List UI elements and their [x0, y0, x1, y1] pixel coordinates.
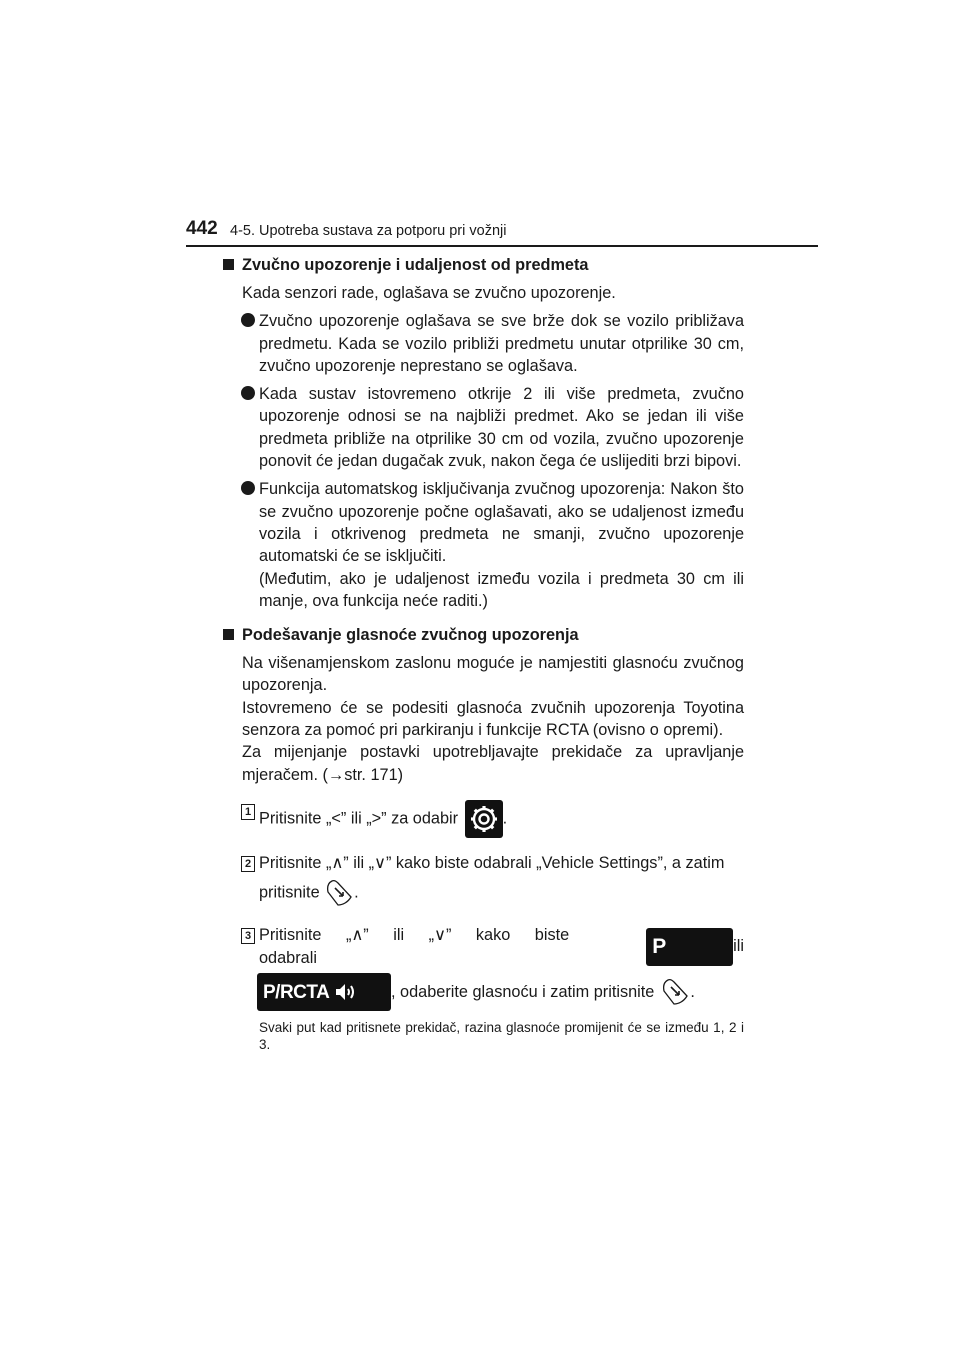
step-1 — [244, 800, 744, 838]
step-text: . — [502, 809, 508, 828]
list-item — [259, 478, 744, 567]
list-item-text: Zvučno upozorenje oglašava se sve brže dok se vozilo približava predmetu. Kada se vozilo približi predmetu unutar otprilike 30 cm, zvučno upozorenje neprestano se oglašava. — [259, 312, 744, 375]
step-text: Pritisnite „∧” ili „∨” kako biste odabrali — [259, 926, 570, 967]
step-text: pritisnite — [259, 883, 320, 902]
enter-button-icon — [324, 878, 354, 908]
list-item-text: Kada sustav istovremeno otkrije 2 ili više predmeta, zvučno upozorenje odnosi se na najbliži predmet. Ako se jedan ili više predmeta približe na otprilike 30 cm od vozila, zvučno upozorenje ponovit će jedan dugačak zvuk, nakon čega će uslijediti brzi bipovi. — [259, 385, 744, 471]
bullet-icon — [241, 481, 255, 495]
button-p-label: P — [652, 934, 666, 958]
rcta-volume-icon — [257, 973, 391, 1011]
button-rcta-label: P/RCTA — [263, 981, 330, 1003]
bullet-icon — [241, 313, 255, 327]
gear-icon — [465, 800, 503, 838]
step-text: . — [354, 883, 359, 902]
paragraph: Za mijenjanje postavki upotrebljavajte prekidače za upravljanje mjeračem. (→str. 171) — [242, 743, 744, 784]
section-heading-text: Podešavanje glasnoće zvučnog upozorenja — [242, 626, 579, 645]
list-item-note-text: (Međutim, ako je udaljenost između vozila i predmeta 30 cm ili manje, ova funkcija neće raditi.) — [259, 569, 744, 610]
step-number: 1 — [241, 804, 255, 820]
list-item — [259, 310, 744, 377]
step-text: , odaberite glasnoću i zatim pritisnite — [391, 982, 655, 1001]
step-text: Pritisnite „∧” ili „∨” kako biste odabrali „Vehicle Settings”, a zatim — [259, 853, 725, 872]
step-3 — [244, 924, 744, 1011]
section-heading-text: Zvučno upozorenje i udaljenost od predmeta — [242, 256, 589, 274]
section-heading-volume — [222, 624, 744, 646]
list-item — [259, 383, 744, 472]
bullet-icon — [241, 386, 255, 400]
step-number: 3 — [241, 928, 255, 944]
note-text: Svaki put kad pritisnete prekidač, razina glasnoće promijenit će se između 1, 2 i 3. — [259, 1019, 744, 1052]
page-content — [222, 254, 744, 1053]
parking-sensor-volume-icon — [646, 928, 733, 966]
paragraph: Istovremeno će se podesiti glasnoća zvučnih upozorenja Toyotina senzora za pomoć pri parkiranju i funkcije RCTA (ovisno o opremi). — [242, 698, 744, 740]
step-text: Pritisnite „<” ili „>” za odabir — [259, 809, 459, 828]
step-2 — [244, 852, 744, 908]
step-number: 2 — [241, 856, 255, 872]
enter-button-icon — [660, 977, 690, 1007]
page-number: 442 — [186, 218, 218, 239]
section-intro: Kada senzori rade, oglašava se zvučno upozorenje. — [242, 284, 616, 302]
list-item-note — [259, 568, 744, 613]
list-item-text: Funkcija automatskog isključivanja zvučnog upozorenja: Nakon što se zvučno upozorenje počne oglašavati, ako se udaljenost između vozila i otkrivenog predmeta ne smanji, zvučno upozorenje automatski će se isključiti. — [259, 480, 744, 566]
chapter-title: 4-5. Upotreba sustava za potporu pri vožnji — [230, 223, 507, 239]
step-text: ili — [733, 937, 744, 956]
header-rule — [186, 245, 818, 247]
section-heading-sound — [222, 254, 744, 276]
step-text: . — [690, 982, 695, 1001]
section-square-icon — [223, 629, 234, 640]
paragraph: Na višenamjenskom zaslonu moguće je namjestiti glasnoću zvučnog upozorenja. — [242, 654, 744, 695]
section-square-icon — [223, 259, 234, 270]
